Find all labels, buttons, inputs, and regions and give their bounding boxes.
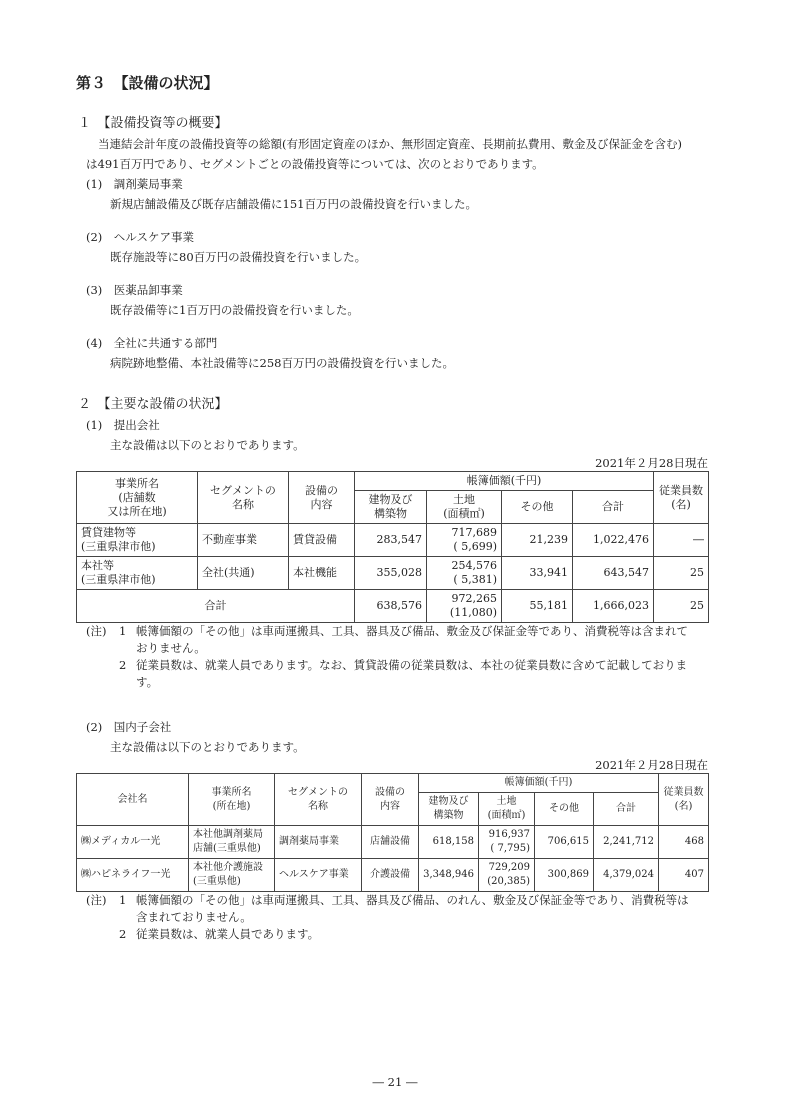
cell-segment: 不動産事業 [198, 524, 289, 557]
cell-employees: 468 [659, 826, 709, 859]
paragraph: 当連結会計年度の設備投資等の総額(有形固定資産のほか、無形固定資産、長期前払費用、敷金及び保証金を含む) [98, 137, 682, 151]
cell-segment: ヘルスケア事業 [275, 859, 362, 892]
cell-facility: 本社機能 [289, 557, 355, 590]
header-facility: 設備の 内容 [362, 774, 419, 826]
page-title: 第３ 【設備の状況】 [76, 74, 219, 92]
filing-company-table [76, 471, 709, 623]
cell-total: 1,022,476 [573, 524, 654, 557]
note-text: 含まれておりません。 [136, 910, 252, 924]
note-text: おりません。 [136, 641, 206, 655]
cell-segment: 全社(共通) [198, 557, 289, 590]
paragraph: は491百万円であり、セグメントごとの設備投資等については、次のとおりであります。 [86, 157, 544, 171]
subsection-label: (2) 国内子会社 [86, 720, 172, 734]
note-2 [86, 657, 720, 691]
header-book-value: 帳簿価額(千円) [355, 472, 654, 491]
cell-employees: 25 [654, 590, 709, 623]
item-text: 病院跡地整備、本社設備等に258百万円の設備投資を行いました。 [110, 356, 454, 370]
cell-facility: 店舗設備 [362, 826, 419, 859]
header-land: 土地 (面積㎡) [427, 491, 502, 524]
header-office: 事業所名 (店舗数 又は所在地) [77, 472, 198, 524]
item-label: (1) 調剤薬局事業 [86, 177, 183, 191]
table-row [77, 524, 709, 557]
note-1 [86, 892, 720, 926]
total-row [77, 590, 709, 623]
as-of-date: 2021年２月28日現在 [595, 456, 708, 470]
cell-facility: 賃貸設備 [289, 524, 355, 557]
cell-sum-label: 合計 [77, 590, 355, 623]
cell-company: ㈱ハピネライフ一光 [77, 859, 189, 892]
section-1-heading: １ 【設備投資等の概要】 [78, 116, 228, 131]
cell-office: 賃貸建物等 (三重県津市他) [77, 524, 198, 557]
cell-employees: ― [654, 524, 709, 557]
note-number: 1 [119, 893, 127, 907]
header-office: 事業所名 (所在地) [189, 774, 275, 826]
cell-land: 729,209 (20,385) [479, 859, 535, 892]
note-text: 帳簿価額の「その他」は車両運搬具、工具、器具及び備品、のれん、敷金及び保証金等であり、消費税等は [136, 893, 689, 907]
note-number: 1 [119, 624, 127, 638]
header-other: その他 [502, 491, 573, 524]
note-2 [86, 926, 720, 943]
cell-building: 618,158 [419, 826, 479, 859]
cell-building: 355,028 [355, 557, 427, 590]
cell-company: ㈱メディカル一光 [77, 826, 189, 859]
subsidiary-table [76, 773, 709, 892]
subsection-label: (1) 提出会社 [86, 418, 160, 432]
note-1 [86, 623, 720, 657]
cell-other: 300,869 [535, 859, 594, 892]
item-text: 既存施設等に80百万円の設備投資を行いました。 [110, 250, 367, 264]
cell-land: 717,689 ( 5,699) [427, 524, 502, 557]
cell-building: 3,348,946 [419, 859, 479, 892]
cell-facility: 介護設備 [362, 859, 419, 892]
intro-text: 主な設備は以下のとおりであります。 [110, 438, 305, 452]
cell-total: 4,379,024 [594, 859, 659, 892]
note-prefix: (注) [86, 893, 107, 907]
header-total: 合計 [594, 793, 659, 826]
note-text: 従業員数は、就業人員であります。なお、賃貸設備の従業員数は、本社の従業員数に含めて記載しておりま [136, 658, 688, 672]
page-number: ― 21 ― [372, 1075, 418, 1089]
item-label: (2) ヘルスケア事業 [86, 230, 194, 244]
header-employees: 従業員数 (名) [654, 472, 709, 524]
table-row [77, 557, 709, 590]
cell-land: 254,576 ( 5,381) [427, 557, 502, 590]
cell-building: 638,576 [355, 590, 427, 623]
header-other: その他 [535, 793, 594, 826]
cell-building: 283,547 [355, 524, 427, 557]
header-book-value: 帳簿価額(千円) [419, 774, 659, 793]
item-text: 既存設備等に1百万円の設備投資を行いました。 [110, 303, 359, 317]
cell-segment: 調剤薬局事業 [275, 826, 362, 859]
table-row [77, 826, 709, 859]
header-building: 建物及び 構築物 [419, 793, 479, 826]
header-total: 合計 [573, 491, 654, 524]
cell-other: 21,239 [502, 524, 573, 557]
cell-total: 2,241,712 [594, 826, 659, 859]
cell-employees: 25 [654, 557, 709, 590]
note-text: 帳簿価額の「その他」は車両運搬具、工具、器具及び備品、敷金及び保証金等であり、消費税等は含まれて [136, 624, 688, 638]
note-text: 従業員数は、就業人員であります。 [136, 927, 320, 941]
note-number: 2 [119, 927, 127, 941]
cell-total: 1,666,023 [573, 590, 654, 623]
cell-land: 972,265 (11,080) [427, 590, 502, 623]
header-facility: 設備の 内容 [289, 472, 355, 524]
cell-other: 706,615 [535, 826, 594, 859]
cell-office: 本社他調剤薬局 店舗(三重県他) [189, 826, 275, 859]
cell-office: 本社他介護施設 (三重県他) [189, 859, 275, 892]
item-text: 新規店舗設備及び既存店舗設備に151百万円の設備投資を行いました。 [110, 197, 477, 211]
as-of-date: 2021年２月28日現在 [595, 758, 708, 772]
item-label: (3) 医薬品卸事業 [86, 283, 183, 297]
intro-text: 主な設備は以下のとおりであります。 [110, 740, 305, 754]
header-land: 土地 (面積㎡) [479, 793, 535, 826]
note-number: 2 [119, 658, 127, 672]
cell-office: 本社等 (三重県津市他) [77, 557, 198, 590]
header-building: 建物及び 構築物 [355, 491, 427, 524]
header-segment: セグメントの 名称 [198, 472, 289, 524]
cell-other: 33,941 [502, 557, 573, 590]
cell-other: 55,181 [502, 590, 573, 623]
header-segment: セグメントの 名称 [275, 774, 362, 826]
note-text: す。 [136, 675, 159, 689]
note-prefix: (注) [86, 624, 107, 638]
item-label: (4) 全社に共通する部門 [86, 336, 218, 350]
cell-total: 643,547 [573, 557, 654, 590]
header-company: 会社名 [77, 774, 189, 826]
cell-employees: 407 [659, 859, 709, 892]
table-row [77, 859, 709, 892]
header-employees: 従業員数 (名) [659, 774, 709, 826]
cell-land: 916,937 ( 7,795) [479, 826, 535, 859]
section-2-heading: ２ 【主要な設備の状況】 [78, 397, 228, 412]
